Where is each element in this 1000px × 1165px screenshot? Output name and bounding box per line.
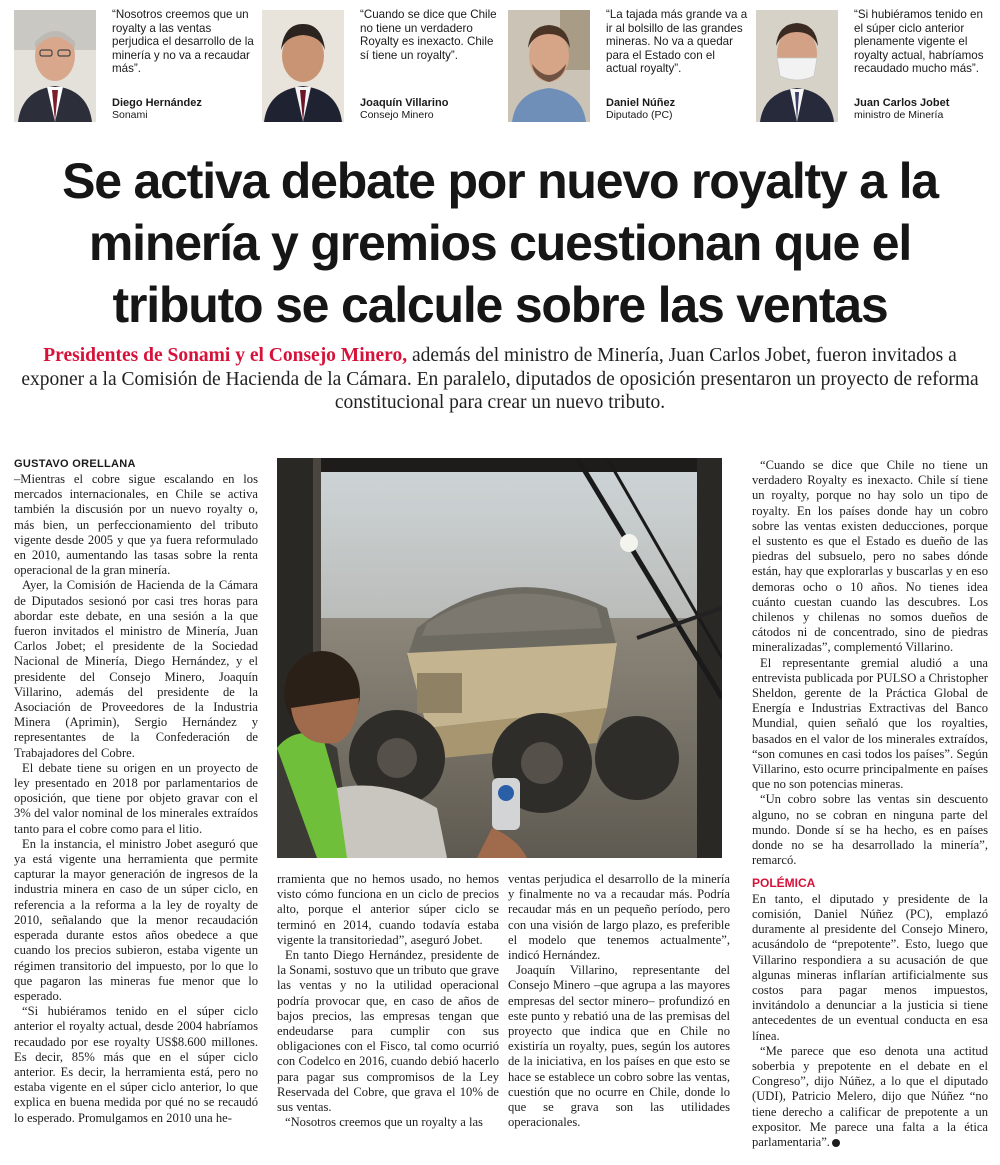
quote-text: “Si hubiéramos tenido en el súper ciclo anterior plenamente vigente el royalty actual, habríamos recaudado mucho más”.	[854, 8, 984, 76]
byline: GUSTAVO ORELLANA	[14, 458, 136, 470]
paragraph: El debate tiene su origen en un proyecto de ley presentado en 2018 por parlamentarios de oposición, que tiene por objeto gravar con el 3% del valor nominal de los minerales extraídos tanto para el cobre como para el litio.	[14, 760, 258, 836]
paragraph: Ayer, la Comisión de Hacienda de la Cámara de Diputados sesionó por casi tres horas para abordar este debate, en una sesión a la que fueron invitados el ministro de Minería, Juan Carlos Jobet; el presidente de la Sociedad Nacional de Minería, Diego Hernández, y el presidente del Consejo Minero, Joaquín Villarino, además del presidente de la Asociación de Proveedores de la Industria Minera (Aprimin), Sergio Hernández y representantes de la Confederación de Trabajadores del Cobre.	[14, 578, 258, 760]
quote-card-3	[508, 6, 748, 124]
paragraph: Joaquín Villarino, representante del Consejo Minero –que agrupa a las mayores empresas del sector minero– profundizó en este punto y rebatió una de las premisas del proyecto que indica que en Chile no existiría un royalty, pues, según los autores de la iniciativa, en los países en que esto se hace se establece un cobro sobre las ventas, cuestión que no ocurre en Chile, donde lo que se grava son las utilidades operacionales.	[508, 963, 730, 1130]
quote-text: “La tajada más grande va a ir al bolsillo de las grandes mineras. No va a quedar para el Estado con el actual royalty”.	[606, 8, 748, 76]
quote-author-role: Diputado (PC)	[606, 109, 673, 121]
quote-author-name: Juan Carlos Jobet	[854, 97, 950, 109]
paragraph: En tanto Diego Hernández, presidente de la Sonami, sostuvo que un tributo que grave las ventas y no la utilidad operacional podría provocar que, en caso de años de bajos precios, las empresas tengan que endeudarse para cumplir con sus obligaciones con el Fisco, tal como ocurrió con Codelco en 2016, cuando debió hacerlo para pagar sus compromisos de la Ley Reservada del Cobre, que grava el 10% de sus ventas.	[277, 948, 499, 1115]
deck-lead: Presidentes de Sonami y el Consejo Minero,	[43, 345, 408, 366]
paragraph: “Cuando se dice que Chile no tiene un verdadero Royalty es inexacto. Chile sí tiene un royalty, porque no hay solo un tipo de royalty. En los países donde hay un cobro sobre las ventas existen deducciones, porque el sustento es que el Estado es dueño de las piedras del subsuelo, pero no sabes dónde están, hay que explorarlas y buscarlas y en eso demoras ocho o 10 años. No tienes idea cuánto cuestan cuando las descubres. Los chilenos y chilenas no somos dueños de cátodos ni de concentrado, sino de piedras mineralizadas”, complementó Villarino.	[752, 458, 988, 655]
paragraph: El representante gremial aludió a una entrevista publicada por PULSO a Christopher Sheldon, gerente de la Práctica Global de Energía e Industrias Extractivas del Banco Mundial, quien señaló que los royalties, basados en el valor de los minerales extraídos, “son comunes en casi todos los países”. Según Villarino, esto ocurre principalmente en países que no son potencias mineras.	[752, 655, 988, 792]
paragraph: “Si hubiéramos tenido en el súper ciclo anterior el royalty actual, desde 2004 habríamos recaudado por ese royalty US$8.600 millones. Es decir, 85% más que en el súper ciclo anterior. Es decir, la herramienta está, pero no estaba vigente en el súper ciclo anterior, lo que explica en buena medida por qué no se recaudó lo esperado. Promulgamos en 2010 una he-	[14, 1004, 258, 1125]
paragraph: ventas perjudica el desarrollo de la minería y finalmente no va a recaudar más. Podría recaudar más en un pequeño período, pero con una visión de largo plazo, es preferible el modelo que tenemos actualmente”, indicó Hernández.	[508, 872, 730, 963]
article-column-3	[508, 872, 730, 1130]
headline: Se activa debate por nuevo royalty a la minería y gremios cuestionan que el tributo se calcule sobre las ventas	[62, 153, 938, 333]
paragraph: En la instancia, el ministro Jobet aseguró que ya está vigente una herramienta que permite capturar la mayor generación de ingresos de la industria minera en caso de un súper ciclo, en referencia a la reforma a la ley de royalty de 2010, señalando que la menor recaudación esperada durante estos años obedece a que cuando los precios subieron, estaba vigente un régimen transitorio del impuesto, por lo que lo que pagaron las mineras fue menor que lo esperado.	[14, 836, 258, 1003]
quote-text: “Cuando se dice que Chile no tiene un verdadero Royalty es inexacto. Chile sí tiene un royalty”.	[360, 8, 497, 62]
portrait-juan-carlos-jobet-icon	[756, 10, 838, 122]
paragraph: rramienta que no hemos usado, no hemos visto cómo funciona en un ciclo de precios alto, porque el anterior súper ciclo se terminó en 2014, cuando todavía estaba vigente la transitoriedad”, aseguró Jobet.	[277, 872, 499, 947]
article-column-4	[752, 458, 988, 1150]
quote-author-role: ministro de Minería	[854, 109, 944, 121]
paragraph-text: “Me parece que eso denota una actitud soberbia y prepotente en el debate en el Congreso”, dijo Núñez, a lo que el diputado (UDI), Patricio Melero, dijo que Núñez “no tiene derecho a calificar de prepotente a un expositor. Me parece una falta a la ética parlamentaria”.	[752, 1043, 988, 1149]
quote-author-name: Joaquín Villarino	[360, 97, 449, 109]
mining-truck-photo-icon	[277, 458, 722, 858]
deck-text: además del ministro de Minería, Juan Carlos Jobet, fueron invitados a exponer a la Comisión de Hacienda de la Cámara. En paralelo, diputados de oposición presentaron un proyecto de reforma constitucional para crear un nuevo tributo.	[21, 345, 979, 413]
portrait-daniel-nunez-icon	[508, 10, 590, 122]
quote-text: “Nosotros creemos que un royalty a las ventas perjudica el desarrollo de la minería y no va a recaudar más”.	[112, 8, 254, 76]
paragraph: “Un cobro sobre las ventas sin descuento alguno, no se cobran en ninguna parte del mundo. Donde sí se ha hecho, es en países donde no se ha desarrollado la minería”, remarcó.	[752, 792, 988, 868]
paragraph: En tanto, el diputado y presidente de la comisión, Daniel Núñez (PC), emplazó duramente al presidente del Consejo Minero, acusándolo de “prepotente”. Esto, luego que Villarino respondiera a su acusación de que algunas mineras inflarían artificialmente sus costos para pagar menos impuestos, invitándolo a denunciar a la justicia si tiene antecedentes de un eventual conducta en esa línea.	[752, 891, 988, 1043]
quote-author-name: Diego Hernández	[112, 97, 202, 109]
article-column-2	[277, 872, 499, 1130]
article-column-1	[14, 472, 258, 1126]
paragraph: –Mientras el cobre sigue escalando en los mercados internacionales, en Chile se activa también la discusión por un nuevo royalty o, más bien, un perfeccionamiento del tributo vigente desde 2005 y que ya fuera reformulado en 2010, aumentando las tasas sobre la renta operacional de la gran minería.	[14, 472, 258, 578]
quote-author-role: Sonami	[112, 109, 148, 121]
paragraph: “Nosotros creemos que un royalty a las	[285, 1115, 483, 1130]
paragraph	[752, 1044, 988, 1150]
quote-author-role: Consejo Minero	[360, 109, 434, 121]
section-subhead: POLÉMICA	[752, 876, 816, 891]
deck	[20, 344, 980, 415]
portrait-diego-hernandez-icon	[14, 10, 96, 122]
quote-card-1	[14, 6, 254, 124]
end-mark-icon	[832, 1139, 840, 1147]
quote-author-name: Daniel Núñez	[606, 97, 676, 109]
portrait-joaquin-villarino-icon	[262, 10, 344, 122]
quote-card-4	[756, 6, 992, 124]
quote-card-2	[262, 6, 502, 124]
